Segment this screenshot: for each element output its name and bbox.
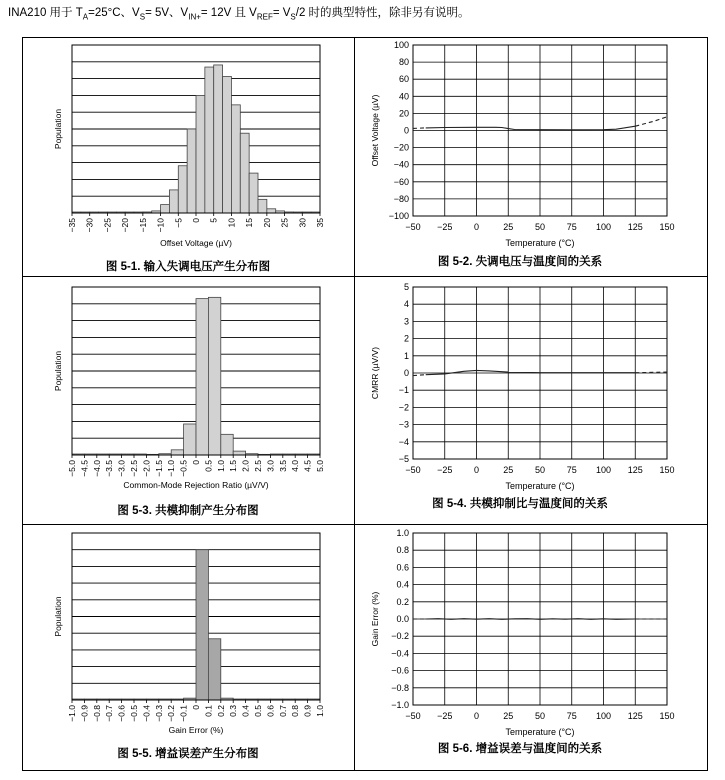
x-tick-label: 25 [503,711,514,721]
header-text: /2 时的典型特性，除非另有说明。 [295,7,470,19]
histogram-bar [196,550,208,700]
x-tick-label: −1.0 [67,705,77,722]
x-tick-label: −35 [67,218,77,233]
x-tick-label: −0.2 [166,705,177,722]
histogram-bar [231,105,240,213]
histogram-bar [267,209,276,213]
x-tick-label: −20 [120,218,131,233]
y-tick-label: −100 [388,211,409,221]
x-axis-label: Gain Error (%) [168,725,224,735]
x-tick-label: −30 [84,218,95,233]
figure-title: 图 5-2. 失调电压与温度间的关系 [437,256,603,268]
x-tick-label: 0.3 [228,705,239,717]
x-tick-label: −5.0 [67,460,77,477]
histogram-bar [208,639,220,700]
x-tick-label: 3.0 [265,460,276,472]
y-axis-label: Offset Voltage (µV) [370,94,380,167]
x-tick-label: −0.1 [178,705,189,722]
y-axis-label: Population [53,108,63,150]
y-tick-label: −20 [393,142,409,153]
x-tick-label: −15 [137,218,148,233]
y-tick-label: −3 [398,419,409,430]
y-tick-label: 0.2 [396,596,409,607]
x-tick-label: 2.0 [240,460,251,472]
y-axis-label: Population [53,350,63,392]
x-tick-label: 0.4 [240,705,251,717]
x-tick-label: −10 [155,218,166,233]
x-tick-label: 125 [627,711,643,721]
x-tick-label: −0.3 [153,705,164,722]
chart-fig4 [370,282,675,510]
histogram-bar [214,65,223,213]
y-tick-label: −80 [393,193,409,204]
x-tick-label: 0 [191,218,201,223]
y-axis-label: Population [53,596,63,637]
x-tick-label: −1.5 [153,460,164,477]
x-tick-label: 0 [191,460,201,465]
histogram-bar [169,190,178,213]
header-text: = 5V、V [145,7,189,19]
y-tick-label: 4 [403,299,409,310]
x-axis-label: Temperature (°C) [505,238,575,248]
histogram-bar [205,67,214,213]
x-tick-label: −1.0 [166,460,177,477]
histogram-bar [196,95,205,213]
y-tick-label: 0 [403,368,409,378]
x-tick-label: −4.5 [79,460,90,477]
x-tick-label: −0.6 [116,705,127,722]
chart-fig2 [370,40,675,268]
x-tick-label: 5 [208,218,219,223]
y-tick-label: −0.6 [391,665,409,676]
x-tick-label: 4.5 [302,460,313,472]
x-tick-label: 150 [659,465,675,475]
y-tick-label: −4 [398,436,409,447]
y-tick-label: −1 [398,385,409,396]
x-tick-label: 0 [473,222,480,232]
x-tick-label: −4.0 [91,460,102,477]
x-tick-label: 35 [315,218,325,228]
histogram-bar [196,299,208,455]
x-tick-label: 125 [627,222,643,232]
y-tick-label: 5 [403,282,409,292]
x-tick-label: 20 [261,218,272,228]
y-tick-label: −1.0 [391,700,409,710]
y-tick-label: 0.6 [396,562,409,573]
figure-title: 图 5-4. 共模抑制比与温度间的关系 [432,498,608,510]
y-tick-label: 3 [403,316,409,327]
x-tick-label: 0.6 [265,705,276,717]
x-tick-label: 1.5 [228,460,239,472]
data-line-dashed [413,375,426,376]
header-sub: REF [256,12,273,22]
y-tick-label: 100 [393,40,409,50]
x-tick-label: 75 [566,222,577,232]
x-tick-label: 25 [503,222,514,232]
x-tick-label: 0 [473,711,480,721]
histogram-bar [184,424,196,455]
header-sub: S [290,12,296,22]
x-tick-label: −3.0 [116,460,127,477]
y-tick-label: 1.0 [396,528,409,538]
x-tick-label: 25 [279,218,290,228]
x-tick-label: −0.9 [79,705,90,722]
x-tick-label: −25 [102,218,113,233]
x-tick-label: 50 [534,711,546,721]
x-tick-label: 0.1 [203,705,214,717]
histogram-bar [258,199,267,213]
y-tick-label: −5 [398,454,409,464]
x-tick-label: 1.0 [215,460,226,472]
x-tick-label: −50 [405,465,421,475]
x-tick-label: −0.8 [91,705,102,722]
x-axis-label: Offset Voltage (µV) [160,238,232,248]
chart-fig1 [53,45,325,273]
header-sub: A [82,12,89,22]
x-tick-label: 50 [534,222,546,232]
x-tick-label: 100 [595,711,612,721]
x-tick-label: 50 [534,465,546,475]
figure-title: 图 5-1. 输入失调电压产生分布图 [105,261,271,273]
x-tick-label: 30 [297,218,308,228]
x-tick-label: 100 [595,465,612,475]
x-tick-label: 25 [503,465,514,475]
x-tick-label: −0.4 [141,705,152,722]
y-tick-label: −60 [393,176,409,187]
figure-title: 图 5-6. 增益误差与温度间的关系 [437,743,603,755]
y-tick-label: −0.2 [391,631,409,642]
y-tick-label: 0.0 [396,614,409,624]
histogram-bar [161,205,170,213]
x-tick-label: −0.5 [178,460,189,477]
histogram-bar [178,166,187,213]
x-tick-label: 0.2 [215,705,226,717]
chart-fig5 [53,533,325,760]
x-tick-label: 150 [659,222,675,232]
x-tick-label: 0.8 [290,705,301,717]
y-tick-label: −40 [393,159,409,170]
figure-title: 图 5-3. 共模抑制产生分布图 [117,505,259,517]
x-tick-label: 75 [566,711,577,721]
header-text: = V [272,7,291,19]
x-tick-label: 5.0 [315,460,325,472]
histogram-bar [233,451,245,455]
x-tick-label: 10 [226,218,237,228]
header-text: =25°C、V [88,7,140,19]
histogram-bar [187,129,196,213]
x-tick-label: 0.5 [203,460,214,472]
figure-title: 图 5-5. 增益误差产生分布图 [117,748,259,760]
x-tick-label: −2.0 [141,460,152,477]
x-tick-label: 0 [191,705,201,710]
x-tick-label: −25 [437,465,453,475]
chart-fig3 [53,287,325,517]
histogram-bar [240,133,249,213]
x-tick-label: −2.5 [129,460,139,477]
histogram-bar [208,297,220,455]
y-tick-label: 40 [398,91,409,102]
x-tick-label: −0.5 [129,705,139,722]
y-axis-label: CMRR (µV/V) [370,346,380,400]
histogram-bar [223,77,232,214]
histogram-bar [171,450,183,455]
y-tick-label: 20 [398,108,409,119]
x-tick-label: 2.5 [253,460,263,472]
y-tick-label: −2 [398,402,409,413]
y-tick-label: −0.4 [391,648,409,659]
y-tick-label: 60 [398,74,409,85]
x-tick-label: −0.7 [104,705,115,722]
x-axis-label: Temperature (°C) [505,727,575,737]
x-tick-label: 3.5 [277,460,288,472]
x-tick-label: 4.0 [290,460,301,472]
x-tick-label: 0.9 [302,705,313,717]
x-tick-label: 0 [473,465,480,475]
header-sub: S [139,12,146,22]
chart-fig6 [370,528,675,755]
y-tick-label: 0.4 [396,579,409,590]
data-line-dashed [635,117,667,126]
x-tick-label: 75 [566,465,577,475]
x-tick-label: 0.5 [253,705,263,717]
x-tick-label: 15 [244,218,255,228]
x-tick-label: −50 [405,711,421,721]
header-text: = 12V 且 V [200,7,257,19]
histogram-bar [249,173,258,213]
histogram-bar [221,434,233,455]
x-tick-label: 150 [659,711,675,721]
y-tick-label: 80 [398,57,409,68]
y-axis-label: Gain Error (%) [370,591,380,647]
x-tick-label: 125 [627,465,643,475]
x-tick-label: −50 [405,222,421,232]
x-tick-label: −25 [437,711,453,721]
x-tick-label: −5 [173,218,184,228]
x-tick-label: −3.5 [104,460,115,477]
y-tick-label: 2 [403,333,409,344]
x-tick-label: 0.7 [277,705,288,717]
y-tick-label: 1 [403,350,409,361]
x-tick-label: 1.0 [315,705,325,717]
header-sub: IN+ [188,12,201,22]
x-tick-label: 100 [595,222,612,232]
x-tick-label: −25 [437,222,453,232]
x-axis-label: Temperature (°C) [505,481,575,491]
x-axis-label: Common-Mode Rejection Ratio (µV/V) [123,480,269,490]
y-tick-label: −0.8 [391,682,409,693]
y-tick-label: 0 [403,125,409,136]
header-text: INA210 用于 T [8,7,83,19]
data-line [426,619,636,620]
y-tick-label: 0.8 [396,545,409,556]
